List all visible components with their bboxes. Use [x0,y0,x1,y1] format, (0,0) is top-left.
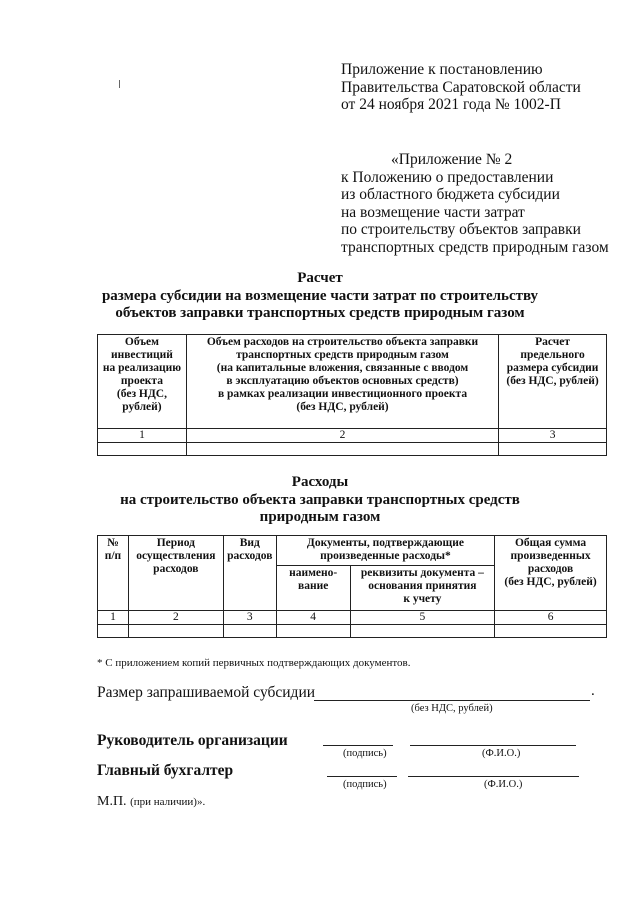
column-number: 3 [223,611,276,625]
expenses-table [97,535,607,638]
column-number: 4 [276,611,350,625]
appendix-line: к Положению о предоставлении [341,168,554,186]
header-line: Правительства Саратовской области [341,78,581,96]
head-of-organization-label: Руководитель организации [97,732,288,749]
header-cell: Документы, подтверждающие произведенные расходы* [276,536,494,566]
header-cell: Расчет предельного размера субсидии (без НДС, рублей) [499,335,607,429]
empty-cell [276,625,350,638]
column-number: 3 [499,429,607,443]
header-cell: Период осуществления расходов [128,536,223,611]
title-line: объектов заправки транспортных средств природным газом [115,305,525,321]
appendix-block [341,151,609,256]
head-signature-line[interactable] [323,745,393,746]
appendix-line: транспортных средств природным газом [341,238,609,256]
header-cell: Объем инвестиций на реализацию проекта (без НДС, рублей) [98,335,187,429]
requested-subsidy-dot: . [591,683,595,699]
header-cell: Вид расходов [223,536,276,611]
empty-cell [499,443,607,456]
requested-subsidy-note: (без НДС, рублей) [411,703,493,714]
signature-caption: (подпись) [343,748,387,759]
appendix-line: на возмещение части затрат [341,203,525,221]
empty-cell [98,625,129,638]
column-number: 2 [128,611,223,625]
empty-cell [128,625,223,638]
scan-mark [119,80,120,88]
accountant-name-line[interactable] [408,776,579,777]
header-block [341,61,581,114]
stamp-note: (при наличии)». [130,796,206,808]
header-cell: Общая сумма произведенных расходов (без НДС, рублей) [495,536,607,611]
title-calculation [0,270,640,323]
title-line: Расходы [291,474,349,490]
empty-cell [350,625,495,638]
header-cell: реквизиты документа – основания принятия к учету [350,566,495,611]
title-expenses [0,474,640,527]
name-caption: (Ф.И.О.) [484,779,523,790]
requested-subsidy-field[interactable] [314,700,590,701]
column-number: 1 [98,611,129,625]
requested-subsidy-label: Размер запрашиваемой субсидии [97,684,316,701]
empty-cell [98,443,187,456]
stamp-label: М.П. [97,794,127,809]
footnote: * С приложением копий первичных подтверждающих документов. [97,657,411,669]
title-line: Расчет [297,270,343,286]
column-number: 1 [98,429,187,443]
column-number: 6 [495,611,607,625]
appendix-line: из областного бюджета субсидии [341,186,560,203]
header-cell: Объем расходов на строительство объекта заправки транспортных средств природным газом (на капитальные вложения, связанные с вводом в эксплуатацию объектов основных средств) в рамках реализации инвестиционного проекта (без НДС, рублей) [186,335,498,429]
stamp-place [97,794,205,810]
appendix-line: по строительству объектов заправки [341,221,581,238]
appendix-line: «Приложение № 2 [391,151,513,168]
empty-cell [186,443,498,456]
name-caption: (Ф.И.О.) [482,748,521,759]
accountant-signature-line[interactable] [327,776,397,777]
header-cell: наимено- вание [276,566,350,611]
header-cell: № п/п [98,536,129,611]
signature-caption: (подпись) [343,779,387,790]
empty-cell [495,625,607,638]
column-number: 5 [350,611,495,625]
head-name-line[interactable] [410,745,576,746]
column-number: 2 [186,429,498,443]
title-line: размера субсидии на возмещение части затрат по строительству [101,287,539,304]
empty-cell [223,625,276,638]
title-line: на строительство объекта заправки транспортных средств [120,491,520,508]
header-line: Приложение к постановлению [341,61,543,78]
title-line: природным газом [259,509,381,525]
header-line: от 24 ноября 2021 года № 1002-П [341,96,561,113]
calculation-table [97,334,607,456]
chief-accountant-label: Главный бухгалтер [97,762,234,779]
